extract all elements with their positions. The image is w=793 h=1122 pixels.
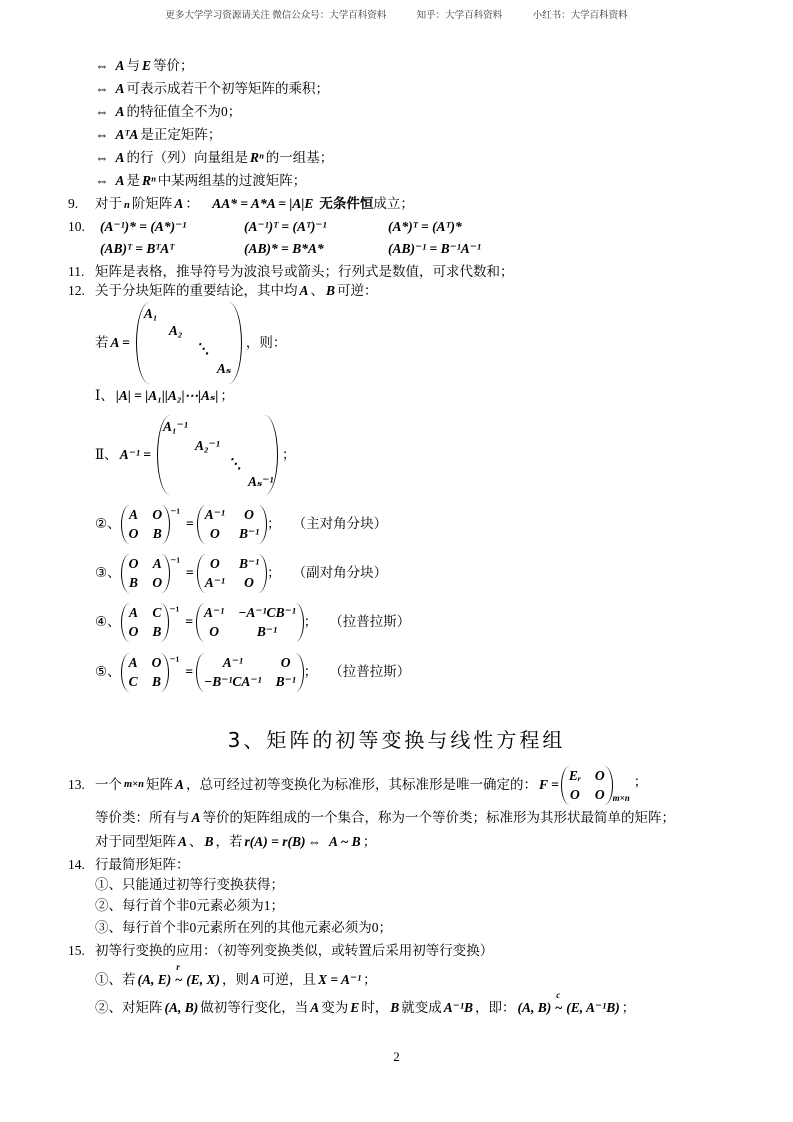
math-token: B bbox=[390, 1000, 400, 1015]
text-run: ； bbox=[363, 972, 377, 987]
matrix-entry: A₁⁻¹ bbox=[162, 419, 188, 434]
text-run: ，若 bbox=[215, 834, 243, 849]
block-matrix-left bbox=[121, 653, 170, 692]
matrix-entry: A⁻¹ bbox=[222, 654, 243, 670]
math-token: A bbox=[191, 810, 201, 825]
block-diagonal-inverse bbox=[95, 413, 295, 497]
text-run: ，则 bbox=[222, 972, 250, 987]
text-run: 一个 bbox=[95, 777, 122, 792]
text-run: 是正定矩阵； bbox=[140, 127, 222, 142]
math-token: Rⁿ bbox=[250, 150, 264, 165]
matrix-entry: B bbox=[152, 525, 162, 541]
tilde: ~ bbox=[175, 972, 183, 987]
matrix-entry: B bbox=[152, 623, 162, 639]
inverse-exponent: ⁻¹ bbox=[170, 555, 181, 569]
text-run: ： bbox=[185, 196, 199, 211]
block-matrix-left bbox=[121, 554, 171, 593]
bold-text: 无条件恒 bbox=[319, 196, 374, 211]
matrix-entry: O bbox=[209, 555, 220, 571]
item-13 bbox=[68, 765, 648, 805]
header-xiaohongshu: 小红书：大学百科资料 bbox=[532, 11, 628, 21]
text-run: 、 bbox=[189, 834, 203, 849]
block-inverse-main-diagonal bbox=[95, 502, 387, 546]
block-note: （拉普拉斯） bbox=[329, 664, 411, 679]
matrix-entry: −B⁻¹CA⁻¹ bbox=[204, 673, 262, 689]
matrix-entry: O bbox=[594, 767, 605, 783]
text-run: 的行（列）向量组是 bbox=[126, 150, 249, 165]
block-note: （主对角分块） bbox=[292, 516, 388, 531]
equals-sign: = bbox=[186, 516, 194, 531]
block-diagonal-definition bbox=[95, 300, 286, 386]
block-matrix-right bbox=[196, 603, 304, 642]
formula: (A*)ᵀ = (Aᵀ)* bbox=[388, 219, 462, 234]
math-token: E bbox=[142, 58, 152, 73]
circled-label: ②、 bbox=[95, 516, 121, 531]
matrix-entry: A bbox=[128, 654, 138, 670]
matrix-entry: A⁻¹ bbox=[204, 574, 225, 590]
inverse-exponent: ⁻¹ bbox=[169, 604, 180, 618]
math-token: A bbox=[310, 1000, 320, 1015]
item-10-row-1 bbox=[68, 218, 530, 236]
block-matrix-right bbox=[196, 653, 304, 692]
equiv-line-6 bbox=[95, 172, 306, 190]
matrix-size-subscript: m×n bbox=[612, 793, 630, 803]
item-number: 14. bbox=[68, 857, 85, 872]
item-14-point-2 bbox=[95, 897, 284, 915]
math-token: A = bbox=[110, 335, 130, 350]
matrix-entry: A₂ bbox=[168, 323, 183, 338]
matrix-entry: Eᵣ bbox=[568, 767, 581, 783]
matrix-entry: B⁻¹ bbox=[256, 623, 278, 639]
text-run: 矩阵是表格，推导符号为波浪号或箭头；行列式是数值，可求代数和； bbox=[95, 264, 514, 279]
math-token: A bbox=[175, 777, 185, 792]
matrix-entry: C bbox=[128, 673, 138, 689]
inverse-exponent: ⁻¹ bbox=[170, 506, 181, 520]
equiv-line-4 bbox=[95, 126, 221, 144]
text-run: ②、每行首个非0元素必须为1； bbox=[95, 898, 284, 913]
text-run: 初等行变换的应用：（初等列变换类似，或转置后采用初等行变换） bbox=[95, 943, 494, 958]
text-run: ，即： bbox=[474, 1000, 516, 1015]
math-token: A bbox=[174, 196, 184, 211]
item-13-equivalence-class bbox=[95, 809, 675, 827]
text-run: ①、若 bbox=[95, 972, 136, 987]
math-token: F = bbox=[539, 777, 559, 792]
text-run: ； bbox=[281, 447, 296, 462]
matrix-entry: O bbox=[152, 506, 163, 522]
item-11 bbox=[68, 263, 514, 281]
roman-label: Ⅱ、 bbox=[95, 447, 118, 462]
formula: (A, B) bbox=[164, 1000, 199, 1015]
math-token: n bbox=[124, 200, 130, 211]
overscript-letter: c bbox=[556, 990, 561, 1000]
matrix-entry: O bbox=[128, 623, 139, 639]
math-token: AᵀA bbox=[115, 127, 139, 142]
equals-sign: = bbox=[185, 614, 194, 629]
text-run: 、 bbox=[310, 283, 325, 298]
block-note: （拉普拉斯） bbox=[329, 614, 411, 629]
block-inverse-laplace-lower bbox=[95, 650, 410, 694]
formula: X = A⁻¹ bbox=[318, 972, 362, 987]
item-14-point-3 bbox=[95, 919, 392, 937]
matrix-entry: −A⁻¹CB⁻¹ bbox=[238, 604, 296, 620]
text-run: 对于同型矩阵 bbox=[95, 834, 176, 849]
matrix-entry: A⁻¹ bbox=[204, 604, 225, 620]
text-run: 等价的矩阵组成的一个集合，称为一个等价类；标准形为其形状最简单的矩阵； bbox=[202, 810, 676, 825]
item-13-rank-criterion bbox=[95, 833, 376, 851]
formula: AA* = A*A = |A|E bbox=[212, 196, 314, 211]
matrix-entry: A bbox=[128, 506, 138, 522]
matrix-entry: O bbox=[280, 654, 291, 670]
iff-symbol: ⇔ bbox=[95, 58, 109, 73]
inverse-exponent: ⁻¹ bbox=[169, 654, 180, 668]
equiv-line-3 bbox=[95, 103, 241, 121]
math-token: A bbox=[115, 173, 125, 188]
text-run: 是 bbox=[126, 173, 141, 188]
matrix-entry: Aₛ bbox=[216, 361, 232, 376]
row-equivalence-symbol bbox=[175, 962, 183, 989]
page-header bbox=[0, 9, 793, 23]
matrix-entry: ⋱ bbox=[227, 456, 242, 471]
matrix-entry: O bbox=[209, 623, 219, 639]
formula: (AB)⁻¹ = B⁻¹A⁻¹ bbox=[388, 241, 481, 256]
text-run: 中某两组基的过渡矩阵； bbox=[157, 173, 307, 188]
math-token: A bbox=[299, 283, 309, 298]
matrix-entry: A bbox=[152, 555, 162, 571]
block-inverse-anti-diagonal bbox=[95, 551, 387, 595]
item-number: 10. bbox=[68, 219, 85, 234]
item-15-point-2 bbox=[95, 990, 636, 1017]
text-run: 行最简形矩阵： bbox=[95, 857, 190, 872]
formula: (AB)ᵀ = BᵀAᵀ bbox=[100, 241, 175, 256]
block-matrix-left bbox=[121, 603, 170, 642]
text-run: 的一组基； bbox=[265, 150, 334, 165]
circled-label: ④、 bbox=[95, 614, 121, 629]
formula: (A⁻¹)ᵀ = (Aᵀ)⁻¹ bbox=[244, 219, 327, 234]
iff-symbol: ⇔ bbox=[95, 127, 109, 142]
text-run: ，则： bbox=[245, 335, 287, 350]
matrix-entry: B⁻¹ bbox=[275, 673, 296, 689]
block-diagonal-matrix bbox=[136, 302, 242, 384]
formula: r(A) = r(B) bbox=[244, 834, 306, 849]
block-determinant bbox=[95, 387, 234, 405]
text-run: ③、每行首个非0元素所在列的其他元素必须为0； bbox=[95, 920, 392, 935]
header-zhihu: 知乎：大学百科资料 bbox=[416, 11, 503, 21]
equals-sign: = bbox=[186, 565, 194, 580]
item-12 bbox=[68, 282, 378, 300]
text-run: ； bbox=[220, 388, 234, 403]
math-token: B bbox=[326, 283, 336, 298]
matrix-entry: O bbox=[244, 506, 254, 522]
text-run: 等价类：所有与 bbox=[95, 810, 190, 825]
text-run: ，总可经过初等变换化为标准形，其标准形是唯一确定的： bbox=[186, 777, 538, 792]
equiv-line-1 bbox=[95, 57, 194, 75]
text-run: 等价； bbox=[153, 58, 194, 73]
block-inverse-laplace-upper bbox=[95, 600, 410, 644]
iff-symbol: ⇔ bbox=[95, 104, 109, 119]
block-matrix-right bbox=[197, 505, 267, 544]
overscript-letter: r bbox=[176, 962, 180, 972]
matrix-entry: A₁ bbox=[143, 306, 158, 321]
formula: (A, E) bbox=[137, 972, 172, 987]
matrix-entry: A₂⁻¹ bbox=[194, 438, 220, 453]
equiv-line-5 bbox=[95, 149, 333, 167]
math-token: E bbox=[350, 1000, 360, 1015]
matrix-entry: O bbox=[128, 525, 139, 541]
matrix-entry: O bbox=[209, 525, 220, 541]
matrix-entry: Aₛ⁻¹ bbox=[247, 474, 274, 489]
text-run: 就变成 bbox=[401, 1000, 442, 1015]
section-heading: 3、矩阵的初等变换与线性方程组 bbox=[227, 728, 566, 752]
column-equivalence-symbol bbox=[555, 990, 563, 1017]
item-number: 13. bbox=[68, 777, 85, 792]
equals-sign: = bbox=[185, 664, 194, 679]
text-run: 可逆： bbox=[337, 283, 378, 298]
block-matrix-left bbox=[121, 505, 171, 544]
formula: (E, A⁻¹B) bbox=[566, 1000, 620, 1015]
matrix-entry: B⁻¹ bbox=[238, 525, 260, 541]
iff-symbol: ⇔ bbox=[95, 150, 109, 165]
item-number: 9. bbox=[68, 196, 79, 211]
item-15 bbox=[68, 942, 494, 960]
circled-label: ⑤、 bbox=[95, 664, 121, 679]
math-token: m×n bbox=[124, 779, 144, 790]
matrix-entry: O bbox=[152, 574, 163, 590]
item-number: 11. bbox=[68, 264, 85, 279]
text-run: 成立； bbox=[373, 196, 414, 211]
text-run: ； bbox=[267, 516, 281, 531]
circled-label: ③、 bbox=[95, 565, 121, 580]
math-token: A bbox=[178, 834, 188, 849]
math-token: A bbox=[115, 81, 125, 96]
text-run: 若 bbox=[95, 335, 109, 350]
item-10-row-2 bbox=[95, 240, 530, 258]
matrix-entry: O bbox=[128, 555, 139, 571]
item-number: 12. bbox=[68, 283, 85, 298]
item-9 bbox=[68, 195, 414, 213]
text-run: ； bbox=[303, 614, 318, 629]
matrix-entry: O bbox=[151, 654, 162, 670]
text-run: ； bbox=[267, 565, 281, 580]
math-token: A bbox=[115, 58, 125, 73]
matrix-entry: C bbox=[152, 604, 162, 620]
math-token: Rⁿ bbox=[142, 173, 156, 188]
formula: A ~ B bbox=[328, 834, 361, 849]
item-14 bbox=[68, 856, 190, 874]
header-wechat: 更多大学学习资源请关注 微信公众号：大学百科资料 bbox=[165, 11, 387, 21]
text-run: ②、对矩阵 bbox=[95, 1000, 163, 1015]
formula: A⁻¹B bbox=[443, 1000, 473, 1015]
math-token: A bbox=[251, 972, 261, 987]
text-run: 可逆，且 bbox=[262, 972, 317, 987]
roman-label: Ⅰ、 bbox=[95, 388, 114, 403]
formula: (A, B) bbox=[517, 1000, 552, 1015]
matrix-entry: B bbox=[128, 574, 138, 590]
math-token: A⁻¹ = bbox=[119, 447, 151, 462]
text-run: 变为 bbox=[321, 1000, 349, 1015]
matrix-entry: B⁻¹ bbox=[238, 555, 260, 571]
matrix-entry: A bbox=[128, 604, 138, 620]
block-diagonal-inverse-matrix bbox=[157, 415, 278, 495]
item-number: 15. bbox=[68, 943, 85, 958]
block-note: （副对角分块） bbox=[292, 565, 388, 580]
text-run: ①、只能通过初等行变换获得； bbox=[95, 877, 284, 892]
item-14-point-1 bbox=[95, 876, 284, 894]
matrix-entry: O bbox=[569, 786, 580, 802]
formula-grid bbox=[95, 240, 530, 258]
math-token: A bbox=[115, 104, 125, 119]
text-run: 做初等行变化，当 bbox=[200, 1000, 309, 1015]
text-run: ； bbox=[633, 774, 648, 789]
tilde: ~ bbox=[555, 1000, 563, 1015]
text-run: 时， bbox=[361, 1000, 389, 1015]
standard-form-matrix bbox=[561, 766, 613, 805]
formula-grid bbox=[95, 218, 530, 236]
matrix-entry: A⁻¹ bbox=[204, 506, 225, 522]
matrix-entry: O bbox=[244, 574, 254, 590]
math-token: A bbox=[115, 150, 125, 165]
matrix-entry: O bbox=[594, 786, 605, 802]
equiv-line-2 bbox=[95, 80, 329, 98]
formula: (E, X) bbox=[186, 972, 221, 987]
text-run: 与 bbox=[126, 58, 141, 73]
page-number: 2 bbox=[393, 1049, 400, 1064]
block-matrix-right bbox=[197, 554, 267, 593]
iff-symbol: ⇔ bbox=[95, 173, 109, 188]
text-run: 阶矩阵 bbox=[131, 196, 173, 211]
text-run: 矩阵 bbox=[146, 777, 173, 792]
iff-symbol: ⇔ bbox=[307, 834, 321, 849]
formula: (A⁻¹)* = (A*)⁻¹ bbox=[100, 219, 187, 234]
matrix-entry: B bbox=[151, 673, 161, 689]
text-run: ； bbox=[621, 1000, 636, 1015]
text-run: ； bbox=[362, 834, 377, 849]
formula: |A| = |A₁||A₂|⋯|Aₛ| bbox=[115, 388, 219, 403]
math-token: B bbox=[204, 834, 214, 849]
text-run: 可表示成若干个初等矩阵的乘积； bbox=[126, 81, 330, 96]
matrix-entry: ⋱ bbox=[195, 341, 210, 356]
text-run: 对于 bbox=[95, 196, 122, 211]
item-15-point-1 bbox=[95, 962, 377, 989]
text-run: 关于分块矩阵的重要结论，其中均 bbox=[95, 283, 298, 298]
formula: (AB)* = B*A* bbox=[244, 241, 324, 256]
text-run: 的特征值全不为0； bbox=[126, 104, 242, 119]
iff-symbol: ⇔ bbox=[95, 81, 109, 96]
text-run: ； bbox=[303, 664, 318, 679]
